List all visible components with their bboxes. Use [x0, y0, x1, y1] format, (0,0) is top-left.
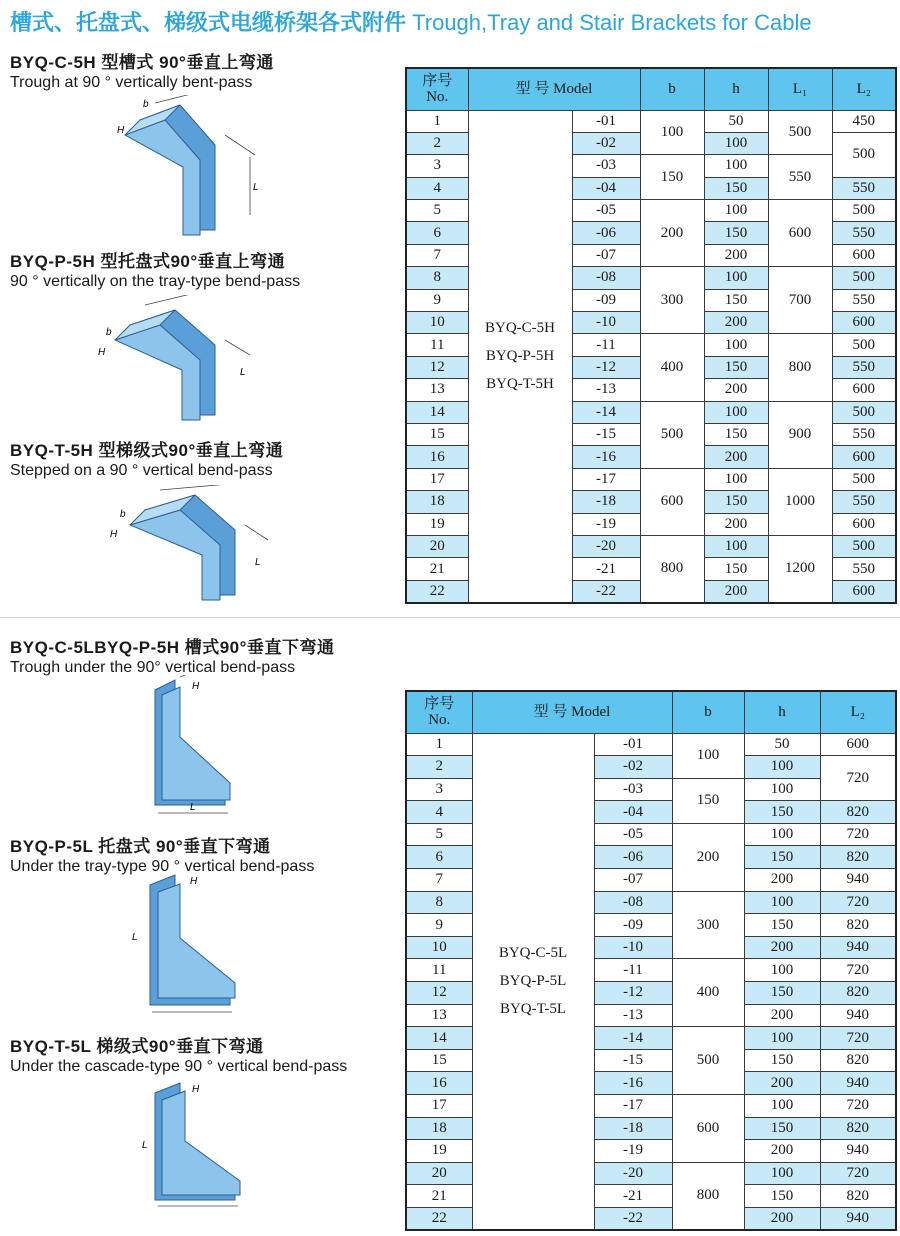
b-value: 100: [640, 110, 704, 155]
header-l2: L₂: [820, 691, 896, 733]
h-value: 100: [744, 1162, 820, 1185]
spec-table-body: [406, 733, 896, 1230]
model-code: -20: [594, 1162, 672, 1185]
l2-value: 720: [820, 891, 896, 914]
l2-value: 500: [832, 401, 896, 423]
row-number: 8: [406, 267, 468, 289]
model-code: -03: [594, 778, 672, 801]
header-no: [406, 691, 472, 733]
model-code: -15: [594, 1049, 672, 1072]
table-row: [406, 733, 896, 756]
row-number: 11: [406, 334, 468, 356]
header-model: 型 号 Model: [468, 68, 640, 110]
l2-value: 600: [832, 446, 896, 468]
h-value: 100: [704, 132, 768, 154]
header-no-zh: 序号: [422, 73, 453, 90]
l2-value: 820: [820, 801, 896, 824]
model-series-cell: [472, 733, 594, 1230]
l2-value: 820: [820, 1185, 896, 1208]
item-upbend-trough: [10, 48, 400, 92]
l2-value: 820: [820, 1049, 896, 1072]
model-series-name: BYQ-P-5H: [485, 348, 555, 365]
row-number: 19: [406, 513, 468, 535]
model-code: -13: [594, 1004, 672, 1027]
row-number: 10: [406, 312, 468, 334]
item-model: BYQ-C-5LBYQ-P-5H 槽式90°垂直下弯通: [10, 638, 335, 657]
row-number: 13: [406, 379, 468, 401]
model-code: -18: [594, 1117, 672, 1140]
l2-value: 550: [832, 491, 896, 513]
row-number: 3: [406, 778, 472, 801]
row-number: 15: [406, 1049, 472, 1072]
model-series-name: BYQ-C-5L: [498, 945, 568, 962]
model-code: -19: [572, 513, 640, 535]
model-code: -06: [572, 222, 640, 244]
model-code: -07: [594, 869, 672, 892]
h-value: 100: [704, 401, 768, 423]
h-value: 50: [704, 110, 768, 132]
h-value: 100: [744, 959, 820, 982]
l2-value: 500: [832, 200, 896, 222]
row-number: 12: [406, 982, 472, 1005]
row-number: 3: [406, 155, 468, 177]
dim-b-label: b: [120, 509, 126, 520]
l2-value: 600: [832, 513, 896, 535]
b-value: 300: [640, 267, 704, 334]
l2-value: 550: [832, 222, 896, 244]
model-code: -18: [572, 491, 640, 513]
page-title: [10, 6, 812, 37]
header-l1: L₁: [768, 68, 832, 110]
h-value: 150: [744, 1117, 820, 1140]
row-number: 22: [406, 1207, 472, 1230]
h-value: 200: [704, 312, 768, 334]
downbend-tray-diagram: [120, 870, 250, 1015]
l2-value: 600: [832, 244, 896, 266]
model-code: -22: [594, 1207, 672, 1230]
header-h: h: [744, 691, 820, 733]
header-b: b: [640, 68, 704, 110]
h-value: 100: [704, 334, 768, 356]
model-code: -20: [572, 535, 640, 557]
row-number: 22: [406, 580, 468, 602]
header-l2: L₂: [832, 68, 896, 110]
l2-value: 940: [820, 869, 896, 892]
row-number: 14: [406, 401, 468, 423]
h-value: 150: [744, 846, 820, 869]
b-value: 200: [640, 200, 704, 267]
h-value: 200: [744, 869, 820, 892]
row-number: 18: [406, 1117, 472, 1140]
l2-value: 600: [832, 580, 896, 602]
header-no-en: No.: [426, 89, 449, 106]
item-desc: 90 ° vertically on the tray-type bend-pass: [10, 273, 301, 290]
model-series-name: BYQ-T-5H: [486, 376, 554, 393]
l2-value: 500: [832, 535, 896, 557]
b-value: 300: [672, 891, 744, 959]
row-number: 6: [406, 846, 472, 869]
model-code: -10: [572, 312, 640, 334]
row-number: 17: [406, 468, 468, 490]
h-value: 150: [744, 914, 820, 937]
l2-value: 450: [832, 110, 896, 132]
h-value: 100: [744, 891, 820, 914]
model-code: -14: [594, 1027, 672, 1050]
l1-value: 600: [768, 200, 832, 267]
h-value: 100: [744, 1027, 820, 1050]
model-code: -07: [572, 244, 640, 266]
upbend-stair-diagram: [100, 485, 270, 605]
upbend-trough-diagram: [105, 95, 265, 240]
model-code: -21: [594, 1185, 672, 1208]
l1-value: 500: [768, 110, 832, 155]
row-number: 7: [406, 244, 468, 266]
model-series-cell: [468, 110, 572, 603]
dim-b-label: b: [143, 99, 149, 110]
model-code: -11: [594, 959, 672, 982]
row-number: 10: [406, 936, 472, 959]
row-number: 11: [406, 959, 472, 982]
l2-value: 600: [832, 312, 896, 334]
l2-value: 940: [820, 1207, 896, 1230]
h-value: 200: [704, 580, 768, 602]
item-upbend-tray: [10, 247, 400, 291]
h-value: 150: [704, 222, 768, 244]
row-number: 9: [406, 289, 468, 311]
downbend-stair-diagram: [130, 1078, 260, 1208]
row-number: 17: [406, 1095, 472, 1118]
row-number: 12: [406, 356, 468, 378]
model-code: -06: [594, 846, 672, 869]
h-value: 100: [744, 778, 820, 801]
model-code: -01: [572, 110, 640, 132]
model-code: -09: [594, 914, 672, 937]
dim-l-label: L: [142, 1140, 148, 1151]
b-value: 100: [672, 733, 744, 778]
l1-value: 700: [768, 267, 832, 334]
l2-value: 720: [820, 1162, 896, 1185]
h-value: 200: [704, 244, 768, 266]
dim-h-label: H: [192, 1084, 200, 1095]
model-code: -13: [572, 379, 640, 401]
row-number: 13: [406, 1004, 472, 1027]
row-number: 1: [406, 733, 472, 756]
item-model: BYQ-P-5H 型托盘式90°垂直上弯通: [10, 252, 286, 271]
model-code: -21: [572, 558, 640, 580]
row-number: 4: [406, 177, 468, 199]
l2-value: 600: [832, 379, 896, 401]
row-number: 20: [406, 535, 468, 557]
spec-table-downbend: [405, 690, 897, 1231]
model-code: -08: [572, 267, 640, 289]
row-number: 16: [406, 446, 468, 468]
model-code: -16: [572, 446, 640, 468]
l2-value: 820: [820, 846, 896, 869]
h-value: 200: [704, 513, 768, 535]
model-code: -12: [572, 356, 640, 378]
model-series-name: BYQ-P-5L: [499, 973, 567, 990]
l2-value: 940: [820, 936, 896, 959]
row-number: 4: [406, 801, 472, 824]
row-number: 2: [406, 132, 468, 154]
row-number: 5: [406, 200, 468, 222]
h-value: 200: [704, 446, 768, 468]
item-downbend-trough: [10, 633, 400, 677]
item-downbend-stair: [10, 1032, 400, 1076]
dim-h-label: H: [110, 529, 118, 540]
upbend-tray-diagram: [90, 295, 255, 425]
dim-h-label: H: [192, 681, 200, 692]
row-number: 1: [406, 110, 468, 132]
l2-value: 550: [832, 177, 896, 199]
row-number: 18: [406, 491, 468, 513]
model-code: -14: [572, 401, 640, 423]
h-value: 200: [744, 1072, 820, 1095]
l1-value: 1000: [768, 468, 832, 535]
page-title-zh: 槽式、托盘式、梯级式电缆桥架各式附件: [10, 11, 407, 36]
row-number: 2: [406, 756, 472, 779]
model-code: -15: [572, 423, 640, 445]
row-number: 9: [406, 914, 472, 937]
b-value: 200: [672, 823, 744, 891]
dim-h-label: H: [190, 876, 198, 887]
item-model: BYQ-P-5L 托盘式 90°垂直下弯通: [10, 837, 271, 856]
model-series-name: BYQ-C-5H: [485, 320, 555, 337]
dim-h-label: H: [98, 347, 106, 358]
model-code: -16: [594, 1072, 672, 1095]
h-value: 150: [704, 289, 768, 311]
l2-value: 720: [820, 1027, 896, 1050]
h-value: 150: [744, 801, 820, 824]
l2-value: 820: [820, 1117, 896, 1140]
item-desc: Trough at 90 ° vertically bent-pass: [10, 74, 253, 91]
l2-value: 500: [832, 267, 896, 289]
l2-value: 940: [820, 1072, 896, 1095]
section-divider: [0, 617, 900, 618]
item-desc: Under the tray-type 90 ° vertical bend-pass: [10, 858, 315, 875]
model-code: -04: [594, 801, 672, 824]
b-value: 500: [640, 401, 704, 468]
l2-value: 720: [820, 823, 896, 846]
model-code: -09: [572, 289, 640, 311]
l2-value: 720: [820, 756, 896, 801]
header-no-en: No.: [428, 712, 451, 729]
model-code: -17: [594, 1095, 672, 1118]
model-code: -12: [594, 982, 672, 1005]
b-value: 600: [640, 468, 704, 535]
b-value: 800: [640, 535, 704, 602]
h-value: 100: [704, 200, 768, 222]
spec-table-body: [406, 110, 896, 603]
l2-value: 720: [820, 959, 896, 982]
h-value: 100: [704, 267, 768, 289]
model-code: -08: [594, 891, 672, 914]
h-value: 100: [704, 468, 768, 490]
item-desc: Stepped on a 90 ° vertical bend-pass: [10, 462, 273, 479]
row-number: 14: [406, 1027, 472, 1050]
model-code: -10: [594, 936, 672, 959]
model-code: -22: [572, 580, 640, 602]
spec-table-upbend: [405, 67, 897, 604]
item-model: BYQ-C-5H 型槽式 90°垂直上弯通: [10, 53, 274, 72]
h-value: 100: [704, 535, 768, 557]
l2-value: 550: [832, 356, 896, 378]
h-value: 150: [704, 177, 768, 199]
l2-value: 820: [820, 914, 896, 937]
l2-value: 820: [820, 982, 896, 1005]
l2-value: 500: [832, 334, 896, 356]
dim-l-label: L: [253, 182, 259, 193]
b-value: 400: [640, 334, 704, 401]
h-value: 200: [744, 1207, 820, 1230]
model-code: -03: [572, 155, 640, 177]
h-value: 150: [704, 356, 768, 378]
h-value: 100: [744, 756, 820, 779]
l1-value: 800: [768, 334, 832, 401]
model-code: -01: [594, 733, 672, 756]
row-number: 21: [406, 1185, 472, 1208]
row-number: 8: [406, 891, 472, 914]
dim-h-label: H: [117, 125, 125, 136]
row-number: 5: [406, 823, 472, 846]
h-value: 150: [704, 558, 768, 580]
l2-value: 720: [820, 1095, 896, 1118]
item-model: BYQ-T-5L 梯级式90°垂直下弯通: [10, 1037, 264, 1056]
l1-value: 1200: [768, 535, 832, 602]
l2-value: 600: [820, 733, 896, 756]
h-value: 150: [704, 491, 768, 513]
model-code: -11: [572, 334, 640, 356]
item-model: BYQ-T-5H 型梯级式90°垂直上弯通: [10, 441, 284, 460]
b-value: 150: [640, 155, 704, 200]
row-number: 7: [406, 869, 472, 892]
table-row: [406, 110, 896, 132]
h-value: 100: [744, 823, 820, 846]
h-value: 200: [704, 379, 768, 401]
row-number: 19: [406, 1140, 472, 1163]
row-number: 21: [406, 558, 468, 580]
h-value: 200: [744, 936, 820, 959]
page-title-en: Trough,Tray and Stair Brackets for Cable: [412, 10, 812, 35]
model-code: -02: [572, 132, 640, 154]
h-value: 200: [744, 1140, 820, 1163]
item-desc: Trough under the 90° vertical bend-pass: [10, 659, 296, 676]
l2-value: 940: [820, 1140, 896, 1163]
l2-value: 550: [832, 558, 896, 580]
l2-value: 500: [832, 132, 896, 177]
row-number: 16: [406, 1072, 472, 1095]
l2-value: 550: [832, 289, 896, 311]
header-h: h: [704, 68, 768, 110]
h-value: 200: [744, 1004, 820, 1027]
item-desc: Under the cascade-type 90 ° vertical bend-pass: [10, 1058, 348, 1075]
model-series-name: BYQ-T-5L: [499, 1001, 567, 1018]
h-value: 100: [744, 1095, 820, 1118]
dim-l-label: L: [190, 802, 196, 813]
item-upbend-stair: [10, 436, 400, 480]
row-number: 6: [406, 222, 468, 244]
row-number: 15: [406, 423, 468, 445]
header-no: [406, 68, 468, 110]
header-b: b: [672, 691, 744, 733]
b-value: 800: [672, 1162, 744, 1230]
h-value: 150: [704, 423, 768, 445]
downbend-trough-diagram: [130, 675, 250, 815]
dim-l-label: L: [240, 367, 246, 378]
row-number: 20: [406, 1162, 472, 1185]
b-value: 500: [672, 1027, 744, 1095]
dim-b-label: b: [106, 327, 112, 338]
b-value: 400: [672, 959, 744, 1027]
model-code: -05: [594, 823, 672, 846]
h-value: 150: [744, 1049, 820, 1072]
h-value: 150: [744, 1185, 820, 1208]
model-code: -19: [594, 1140, 672, 1163]
h-value: 150: [744, 982, 820, 1005]
dim-l-label: L: [132, 932, 138, 943]
l1-value: 900: [768, 401, 832, 468]
l2-value: 500: [832, 468, 896, 490]
h-value: 100: [704, 155, 768, 177]
model-code: -17: [572, 468, 640, 490]
b-value: 600: [672, 1095, 744, 1163]
model-code: -02: [594, 756, 672, 779]
model-code: -05: [572, 200, 640, 222]
header-no-zh: 序号: [424, 696, 455, 713]
h-value: 50: [744, 733, 820, 756]
l2-value: 550: [832, 423, 896, 445]
model-code: -04: [572, 177, 640, 199]
header-model: 型 号 Model: [472, 691, 672, 733]
l2-value: 940: [820, 1004, 896, 1027]
l1-value: 550: [768, 155, 832, 200]
dim-l-label: L: [255, 557, 261, 568]
b-value: 150: [672, 778, 744, 823]
